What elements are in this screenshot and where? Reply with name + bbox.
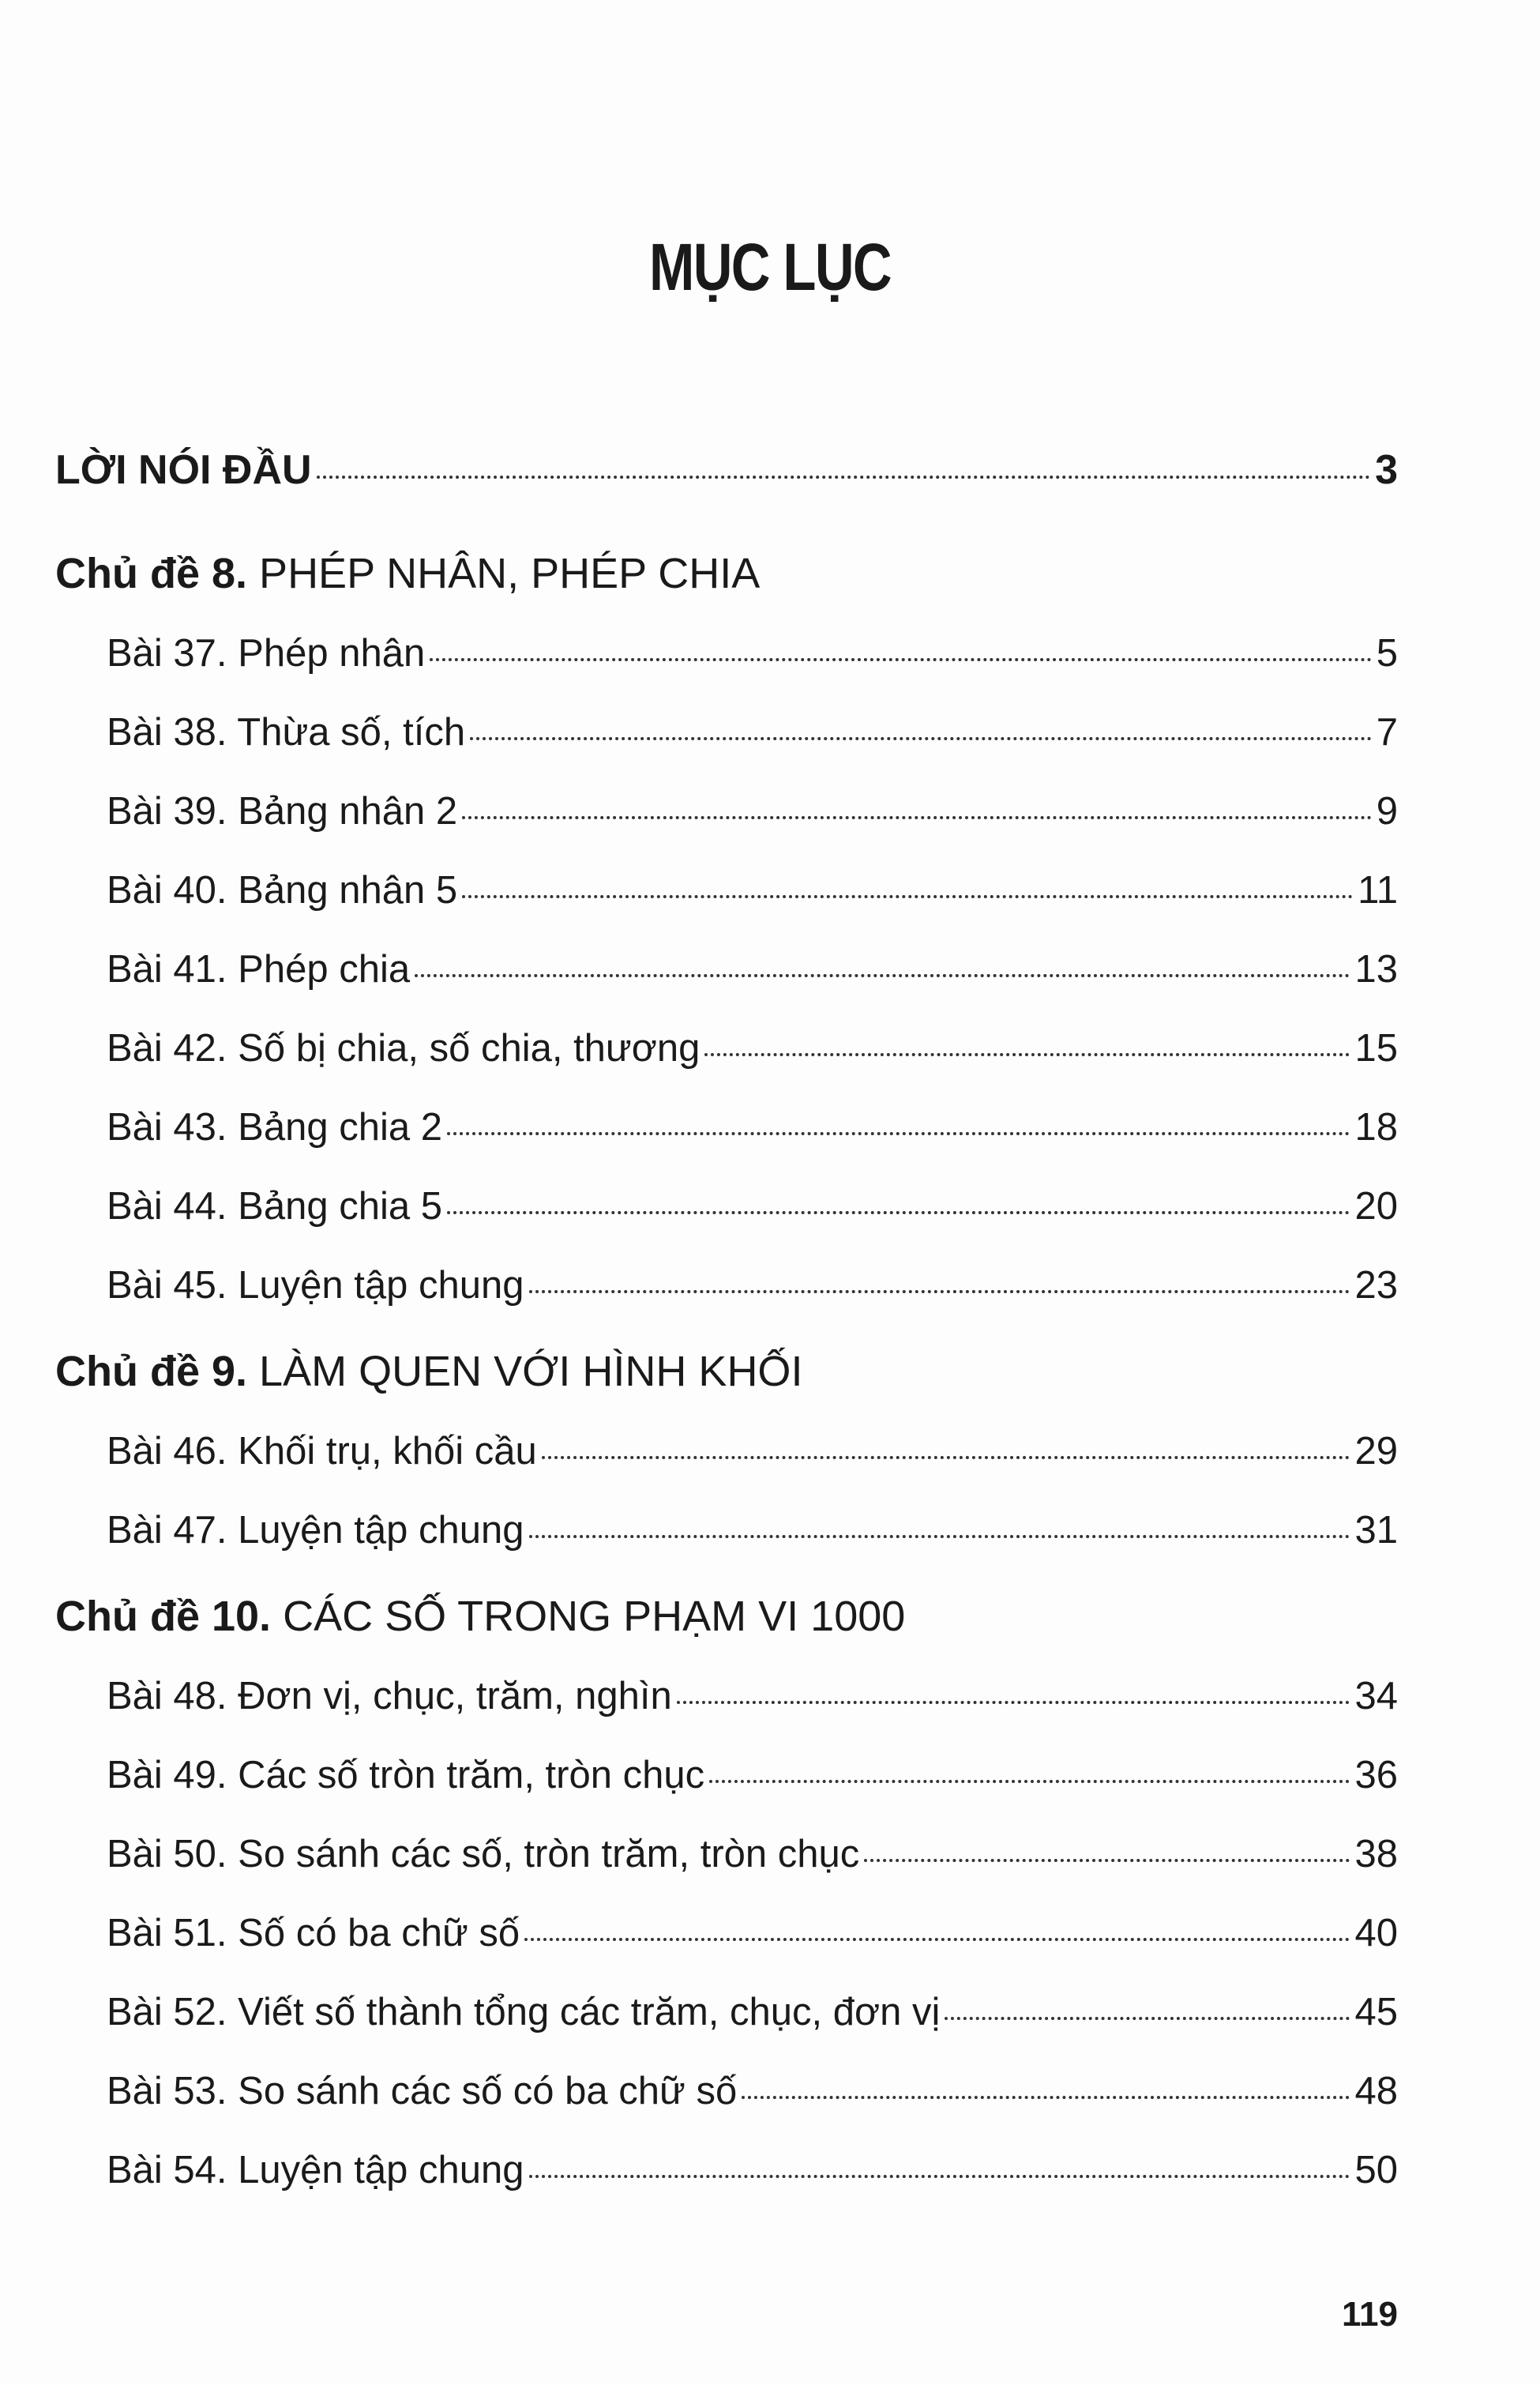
toc-entry-page: 11 — [1358, 869, 1398, 912]
dot-leader — [704, 1053, 1350, 1056]
toc-entry-page: 20 — [1354, 1185, 1398, 1228]
dot-leader — [447, 1132, 1350, 1135]
dot-leader — [677, 1701, 1350, 1704]
toc-entry-page: 5 — [1376, 632, 1398, 675]
dot-leader — [542, 1456, 1350, 1459]
toc-lesson — [55, 1736, 1398, 1815]
toc-entry-page: 18 — [1354, 1106, 1398, 1149]
page-title: MỤC LỤC — [648, 230, 892, 304]
toc-entry-page: 3 — [1375, 447, 1398, 493]
toc-entry-page: 13 — [1354, 948, 1398, 991]
toc-lesson — [55, 2131, 1398, 2210]
chapter-prefix: Chủ đề 9. — [55, 1348, 248, 1395]
toc-entry-page: 38 — [1354, 1833, 1398, 1875]
toc-lesson — [55, 1491, 1398, 1570]
dot-leader — [462, 816, 1372, 819]
table-of-contents — [55, 431, 1398, 2210]
toc-lesson — [55, 1088, 1398, 1167]
toc-entry-page: 7 — [1376, 711, 1398, 754]
dot-leader — [864, 1859, 1350, 1862]
toc-chapter — [55, 1576, 1398, 1657]
toc-lesson — [55, 1657, 1398, 1736]
toc-chapter — [55, 1331, 1398, 1412]
chapter-prefix: Chủ đề 10. — [55, 1593, 272, 1640]
toc-entry-label: Bài 54. Luyện tập chung — [107, 2149, 524, 2191]
toc-entry-page: 40 — [1354, 1912, 1398, 1954]
dot-leader — [415, 974, 1350, 977]
dot-leader — [742, 2096, 1350, 2099]
toc-entry-page: 34 — [1354, 1675, 1398, 1717]
toc-chapter — [55, 533, 1398, 614]
chapter-name: CÁC SỐ TRONG PHẠM VI 1000 — [283, 1593, 906, 1640]
dot-leader — [709, 1780, 1350, 1783]
toc-lesson — [55, 693, 1398, 772]
toc-lesson — [55, 772, 1398, 851]
chapter-name: PHÉP NHÂN, PHÉP CHIA — [259, 550, 761, 597]
toc-entry-label: Bài 39. Bảng nhân 2 — [107, 790, 458, 833]
toc-entry-page: 48 — [1354, 2070, 1398, 2112]
toc-entry-page: 23 — [1354, 1264, 1398, 1307]
toc-entry-page: 36 — [1354, 1754, 1398, 1796]
toc-lesson — [55, 2052, 1398, 2131]
page-number: 119 — [1342, 2295, 1398, 2334]
toc-entry-label: Bài 49. Các số tròn trăm, tròn chục — [107, 1754, 705, 1796]
toc-entry-label: Bài 40. Bảng nhân 5 — [107, 869, 458, 912]
toc-entry-label: Bài 45. Luyện tập chung — [107, 1264, 524, 1307]
chapter-name: LÀM QUEN VỚI HÌNH KHỐI — [259, 1348, 803, 1395]
dot-leader — [447, 1211, 1350, 1214]
toc-lesson — [55, 1246, 1398, 1325]
dot-leader — [462, 895, 1353, 898]
toc-entry-page: 45 — [1354, 1991, 1398, 2033]
toc-entry-label: Bài 37. Phép nhân — [107, 632, 426, 675]
toc-entry-label: Bài 46. Khối trụ, khối cầu — [107, 1430, 537, 1473]
toc-entry-label: Bài 44. Bảng chia 5 — [107, 1185, 442, 1228]
toc-entry-page: 9 — [1376, 790, 1398, 833]
toc-entry-label: Bài 41. Phép chia — [107, 948, 411, 991]
toc-entry-label: Bài 47. Luyện tập chung — [107, 1509, 524, 1552]
toc-entry-page: 31 — [1354, 1509, 1398, 1552]
toc-lesson — [55, 1009, 1398, 1088]
dot-leader — [529, 1290, 1350, 1293]
chapter-prefix: Chủ đề 8. — [55, 550, 248, 597]
toc-lesson — [55, 851, 1398, 930]
dot-leader — [430, 658, 1372, 661]
toc-entry-label: Bài 38. Thừa số, tích — [107, 711, 466, 754]
toc-entry-page: 15 — [1354, 1027, 1398, 1070]
dot-leader — [317, 476, 1371, 479]
toc-entry-label: Bài 51. Số có ba chữ số — [107, 1912, 520, 1954]
toc-lesson — [55, 1167, 1398, 1246]
toc-entry-label: Bài 52. Viết số thành tổng các trăm, chục, đơn vị — [107, 1991, 941, 2033]
toc-lesson — [55, 1973, 1398, 2052]
dot-leader — [945, 2017, 1350, 2020]
toc-lesson — [55, 614, 1398, 693]
toc-front-matter — [55, 431, 1398, 527]
toc-entry-label: LỜI NÓI ĐẦU — [55, 447, 312, 493]
toc-entry-label: Bài 48. Đơn vị, chục, trăm, nghìn — [107, 1675, 672, 1717]
toc-entry-label: Bài 42. Số bị chia, số chia, thương — [107, 1027, 701, 1070]
dot-leader — [524, 1938, 1350, 1941]
toc-entry-label: Bài 50. So sánh các số, tròn trăm, tròn chục — [107, 1833, 860, 1875]
dot-leader — [470, 737, 1372, 740]
toc-lesson — [55, 1815, 1398, 1894]
toc-lesson — [55, 1894, 1398, 1973]
dot-leader — [529, 1535, 1350, 1538]
toc-entry-label: Bài 43. Bảng chia 2 — [107, 1106, 442, 1149]
dot-leader — [529, 2175, 1350, 2178]
toc-lesson — [55, 930, 1398, 1009]
toc-entry-label: Bài 53. So sánh các số có ba chữ số — [107, 2070, 738, 2112]
toc-lesson — [55, 1412, 1398, 1491]
toc-entry-page: 50 — [1354, 2149, 1398, 2191]
toc-entry-page: 29 — [1354, 1430, 1398, 1473]
